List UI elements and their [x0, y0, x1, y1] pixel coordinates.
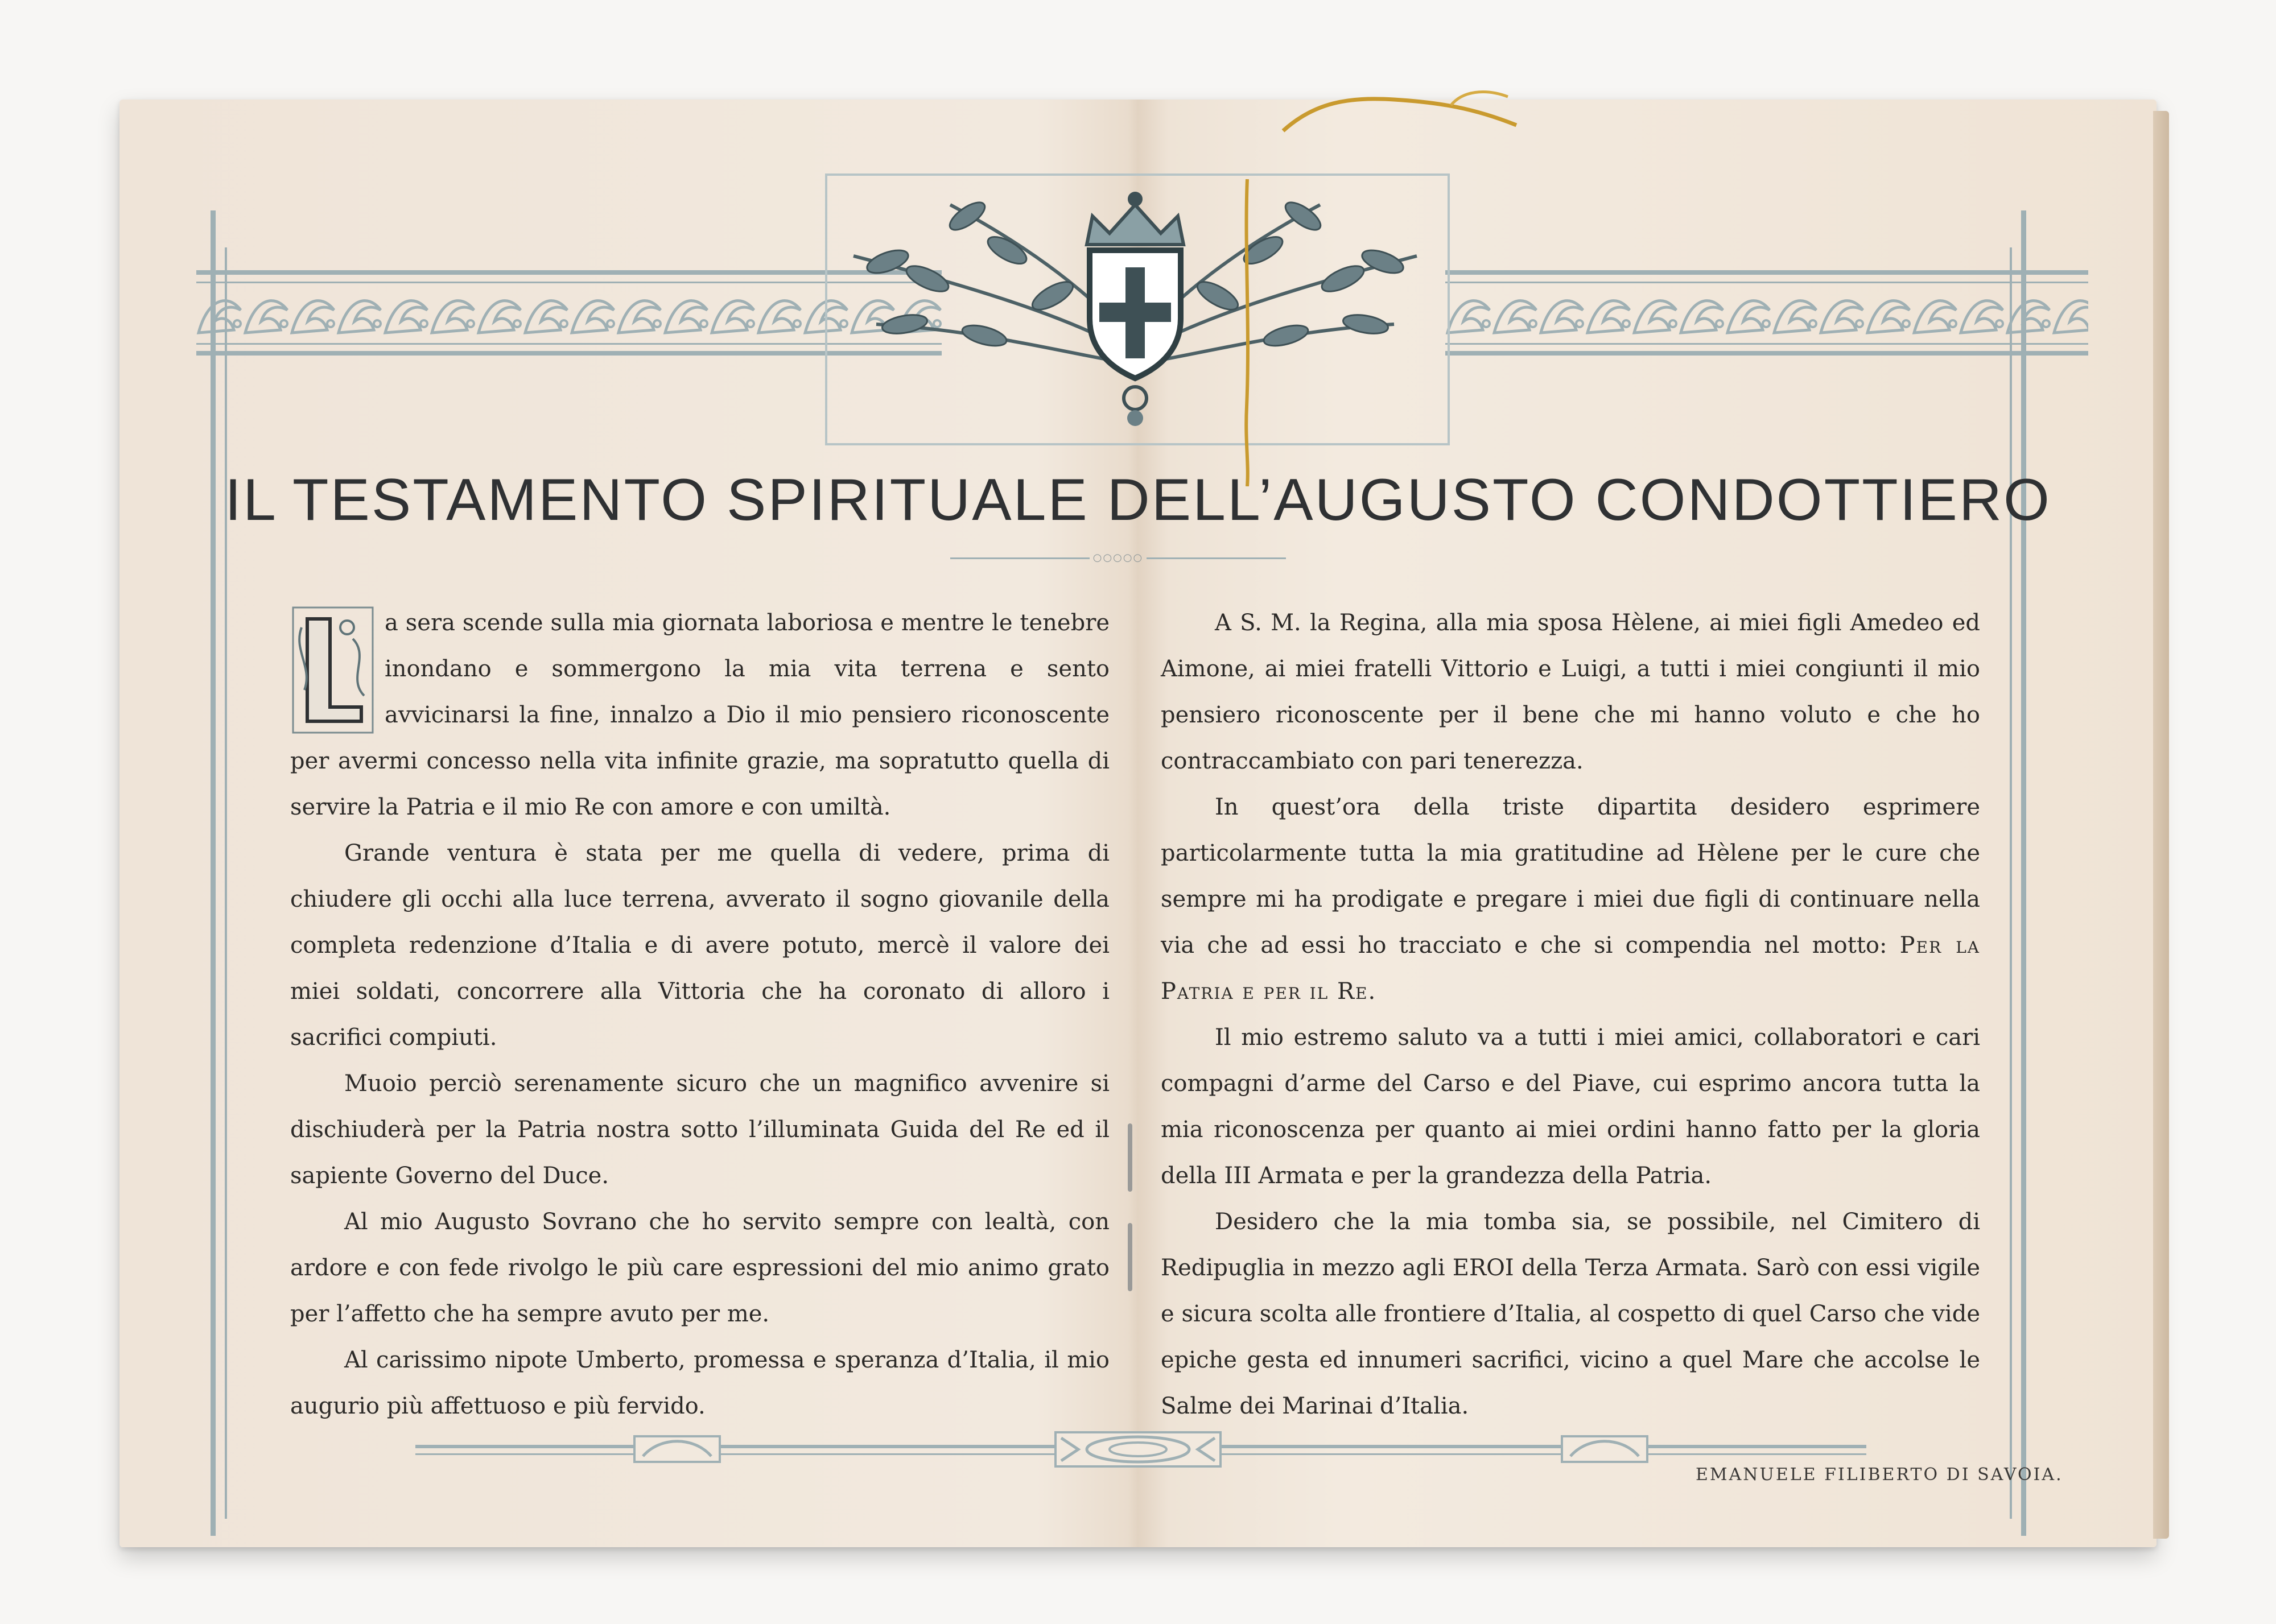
title-rule-right	[1147, 557, 1286, 559]
acanthus-band-right	[1445, 287, 2088, 338]
title-rule-dots: ○○○○○	[1092, 552, 1144, 564]
binding-thread-icon	[1243, 179, 1251, 486]
thread-tassel-icon	[1280, 85, 1519, 137]
right-paragraph-3: Il mio estremo saluto va a tutti i miei amici, collaboratori e cari compagni d’arme del Carso e del Piave, cui esprimo ancora tutta la mia riconoscenza per quanto ai miei ordini hanno fatto per la gloria della III Armata e per la grandezza della Patria.	[1161, 1024, 1980, 1189]
frame-line-right-outer	[2021, 210, 2026, 1536]
right-paragraph-4: Desidero che la mia tomba sia, se possibile, nel Cimitero di Redipuglia in mezzo agli EROI della Terza Armata. Sarò con essi vigile e sicura scolta alle frontiere d’Italia, al cospetto di quel Carso che vide epiche gesta ed innumeri sacrifici, vicino a quel Mare che accolse le Salme dei Marinai d’Italia.	[1161, 1209, 1980, 1419]
motto-text: Per la Patria e per il Re.	[1161, 932, 1981, 1005]
savoy-crest-icon	[836, 182, 1434, 432]
bottom-ornament-left-icon	[632, 1433, 723, 1465]
left-paragraph-3: Muoio perciò serenamente sicuro che un magnifico avvenire si dischiuderà per la Patria nostra sotto l’illuminata Guida del Re ed il sapiente Governo del Duce.	[290, 1071, 1110, 1189]
band-bottom-right-line2	[1445, 351, 2088, 356]
band-top-right-line2	[1445, 282, 2088, 283]
left-column	[290, 600, 1110, 1429]
frame-line-left-outer	[211, 210, 216, 1536]
band-top-right-line	[1445, 270, 2088, 275]
right-paragraph-1: A S. M. la Regina, alla mia sposa Hèlene, ai miei figli Amedeo ed Aimone, ai miei fratelli Vittorio e Luigi, a tutti i miei congiunti il mio pensiero riconoscente per il bene che mi hanno voluto e che ho contraccambiato con pari tenerezza.	[1161, 610, 1980, 774]
right-paragraph-2	[1161, 784, 1980, 1015]
left-paragraph-2: Grande ventura è stata per me quella di vedere, prima di chiudere gli occhi alla luce terrena, avverato il sogno giovanile della completa redenzione d’Italia e di avere potuto, mercè il valore dei miei soldati, concorrere alla Vittoria che ha coronato di alloro i sacrifici compiuti.	[290, 840, 1110, 1051]
left-paragraph-4: Al mio Augusto Sovrano che ho servito sempre con lealtà, con ardore e con fede rivolgo le più care espressioni del mio animo grato per l’affetto che ha sempre avuto per me.	[290, 1209, 1110, 1327]
bottom-ornament-center-icon	[1053, 1429, 1223, 1469]
left-paragraph-5: Al carissimo nipote Umberto, promessa e speranza d’Italia, il mio augurio più affettuoso e più fervido.	[290, 1347, 1110, 1419]
title-rule-left	[950, 557, 1090, 559]
dropcap-l-icon	[290, 605, 376, 735]
frame-line-right-inner	[2010, 247, 2012, 1519]
left-paragraph-1-text: a sera scende sulla mia giornata laboriosa e mentre le tenebre inondano e sommergono la mia vita terrena e sento avvicinarsi la fine, innalzo a Dio il mio pensiero riconoscente per avermi concesso nella vita infinite grazie, ma sopratutto quella di servire la Patria e il mio Re con amore e con umiltà.	[290, 610, 1110, 820]
frame-line-left-inner	[225, 247, 227, 1519]
page-title: IL TESTAMENTO SPIRITUALE DELL’AUGUSTO CONDOTTIERO	[225, 467, 2051, 533]
bottom-ornament-right-icon	[1559, 1433, 1650, 1465]
staple-top	[1128, 1123, 1132, 1192]
right-paragraph-2-text: In quest’ora della triste dipartita desidero esprimere particolarmente tutta la mia gratitudine ad Hèlene per le cure che sempre mi ha prodigate e pregare i miei due figli di continuare nella via che ad essi ho tracciato e che si compendia nel motto:	[1161, 794, 1980, 958]
right-column	[1161, 600, 1980, 1429]
staple-bottom	[1128, 1223, 1132, 1291]
open-booklet	[119, 100, 2157, 1547]
left-paragraph-1	[290, 600, 1110, 830]
band-bottom-right-line	[1445, 343, 2088, 345]
signature: EMANUELE FILIBERTO DI SAVOIA.	[1696, 1465, 2063, 1485]
